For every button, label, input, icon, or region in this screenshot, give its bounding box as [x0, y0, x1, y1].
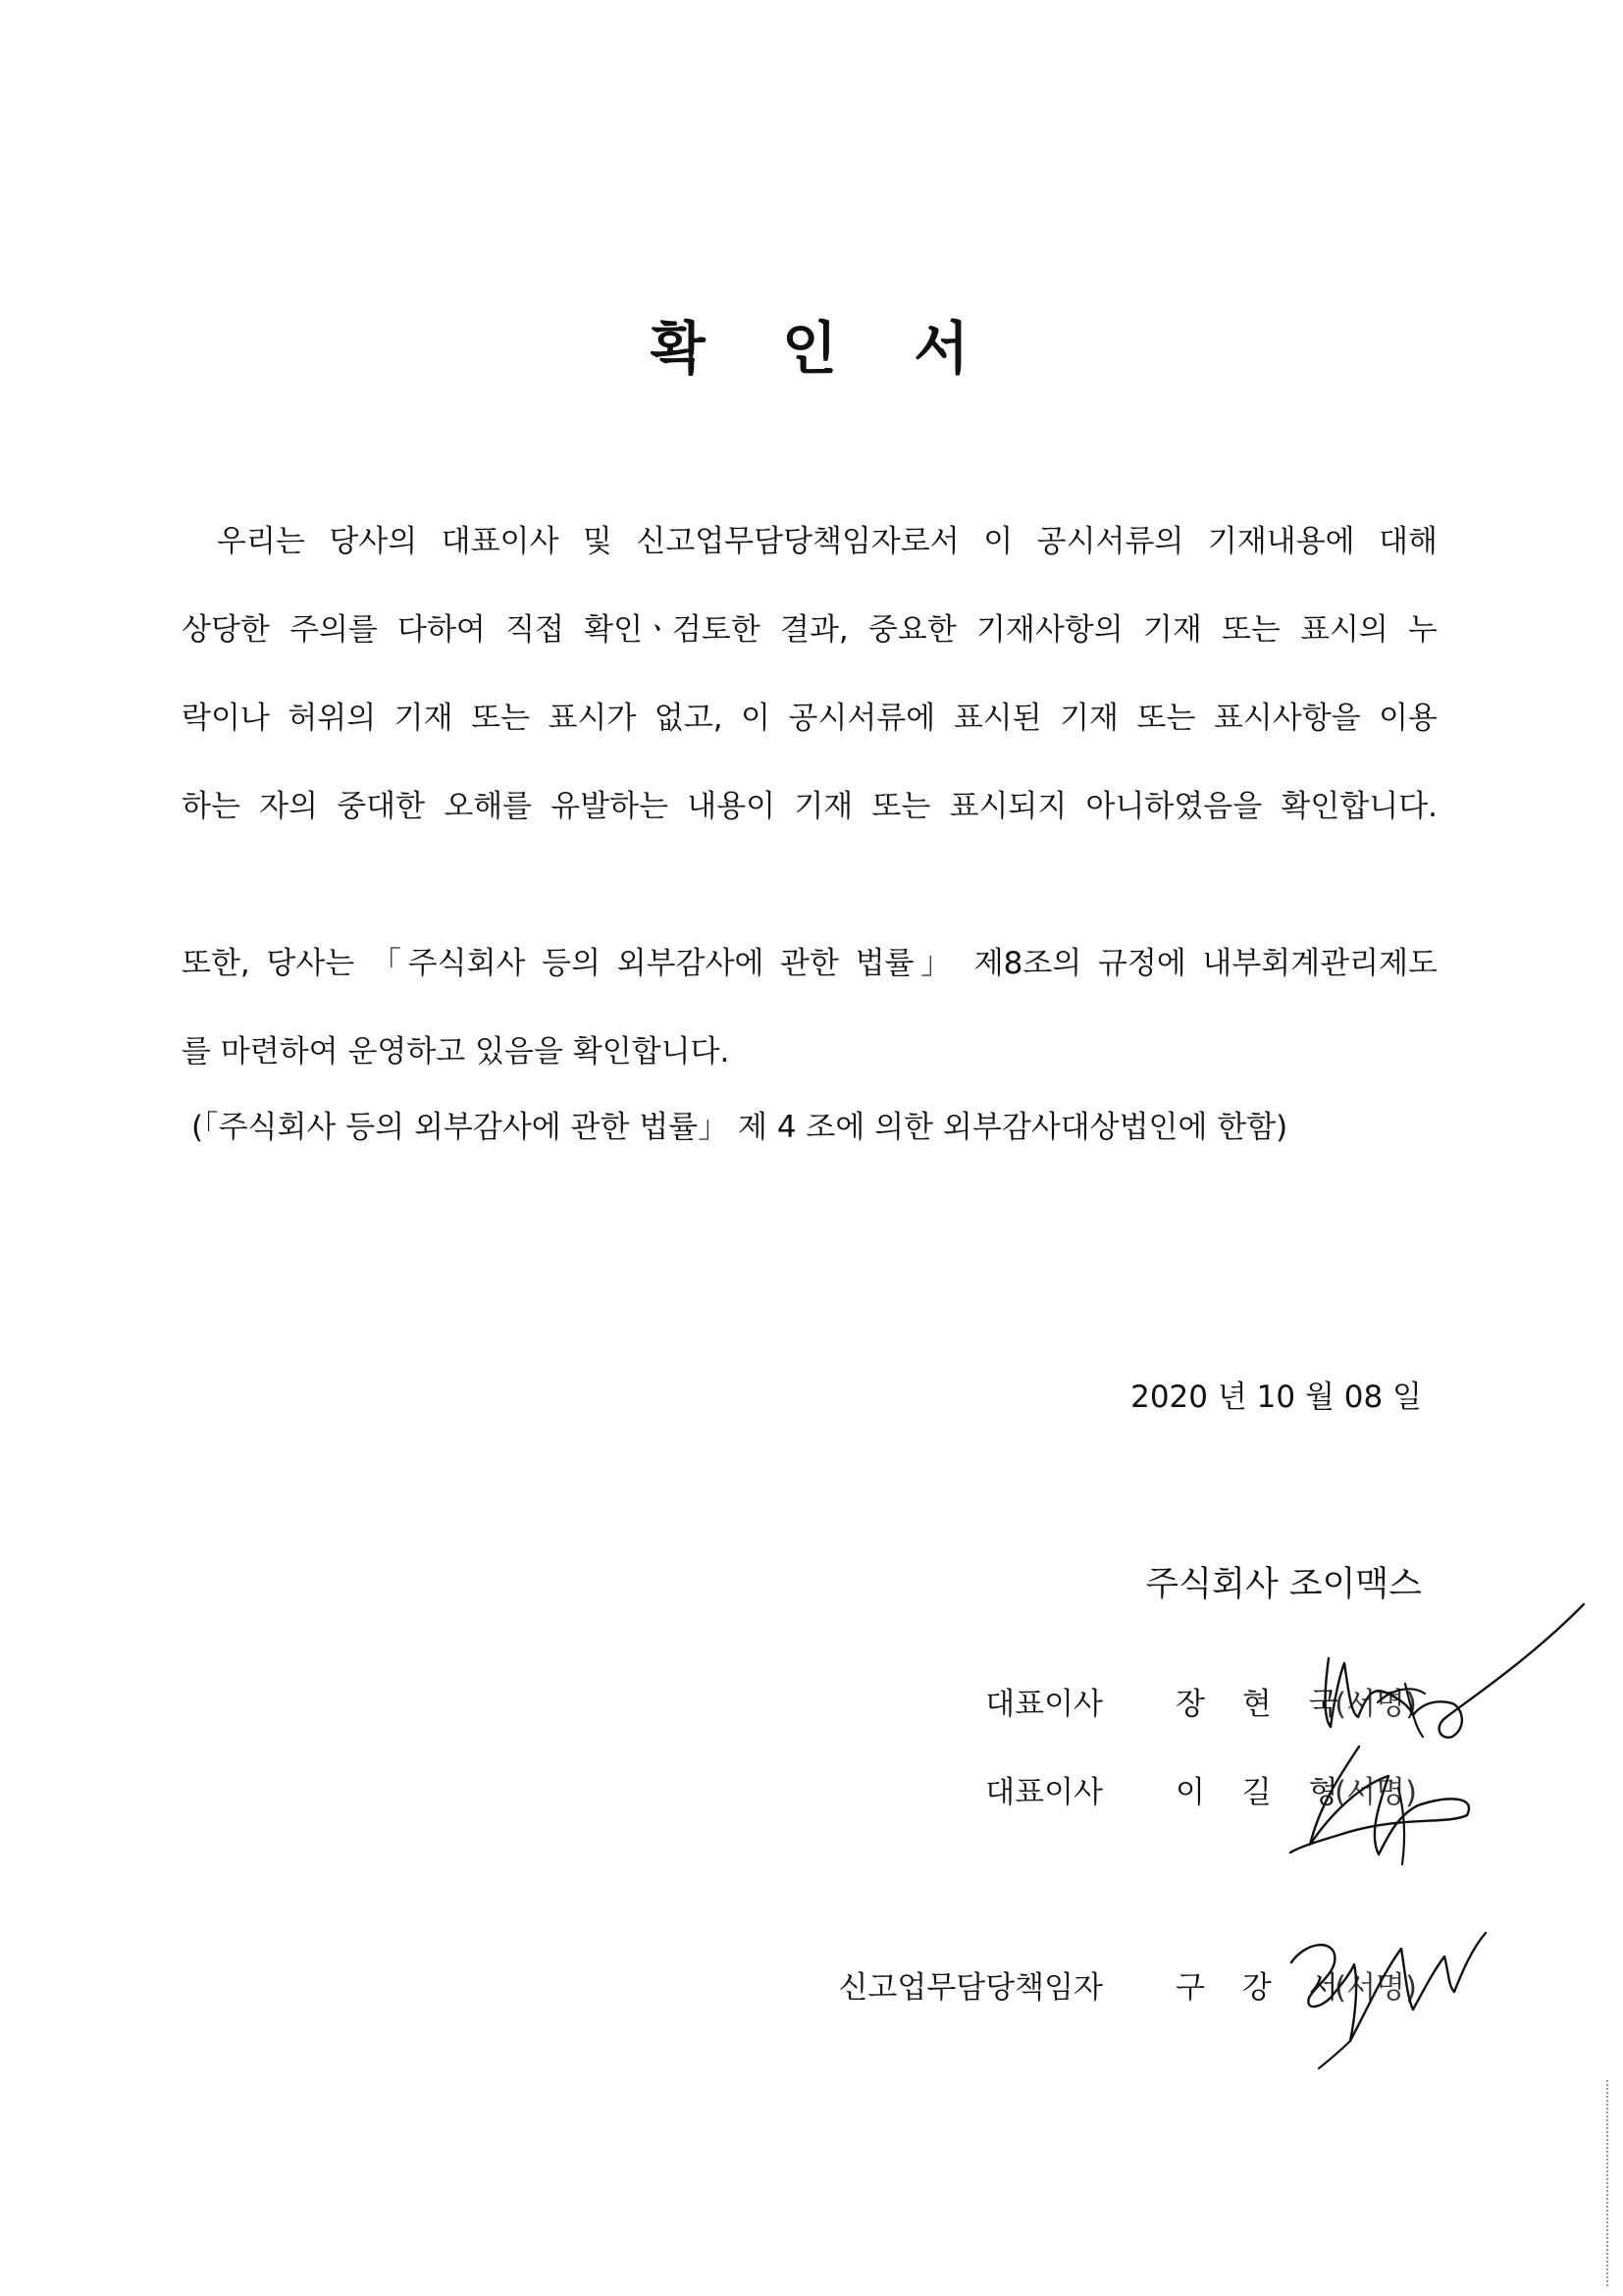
- scan-edge-mark: [1606, 2080, 1608, 2286]
- signature-mark: (서명): [1335, 1687, 1418, 1722]
- handwritten-signature-1: [1315, 1590, 1609, 1747]
- applicability-note: (「주식회사 등의 외부감사에 관한 법률」 제 4 조에 의한 외부감사대상법인에 한함): [191, 1110, 1288, 1145]
- document-date: 2020 년 10 월 08 일: [1130, 1380, 1422, 1415]
- signature-mark: (서명): [1335, 1970, 1418, 2006]
- document-title: 확 인 서: [650, 315, 973, 382]
- signature-mark: (서명): [1335, 1775, 1418, 1810]
- signatory-role: 신고업무담당책임자: [838, 1970, 1103, 2006]
- signatory-role: 대표이사: [985, 1775, 1103, 1810]
- signatory-name: 이 길 형: [1176, 1775, 1352, 1810]
- handwritten-signature-2: [1281, 1737, 1496, 1874]
- paragraph-line: 하는 자의 중대한 오해를 유발하는 내용이 기재 또는 표시되지 아니하였음을 확인합니다.: [182, 789, 1438, 824]
- company-name: 주식회사 조이맥스: [1145, 1565, 1422, 1604]
- signatory-role: 대표이사: [985, 1687, 1103, 1722]
- handwritten-signature-3: [1276, 1904, 1501, 2070]
- paragraph-line: 상당한 주의를 다하여 직접 확인ㆍ검토한 결과, 중요한 기재사항의 기재 또는 표시의 누: [182, 612, 1438, 648]
- paragraph-line: 우리는 당사의 대표이사 및 신고업무담당책임자로서 이 공시서류의 기재내용에 대해: [217, 524, 1438, 559]
- paragraph-line: 를 마련하여 운영하고 있음을 확인합니다.: [182, 1034, 730, 1070]
- signatory-name: 구 강 서: [1176, 1970, 1352, 2006]
- paragraph-line: 락이나 허위의 기재 또는 표시가 없고, 이 공시서류에 표시된 기재 또는 표시사항을 이용: [182, 701, 1438, 736]
- paragraph-line: 또한, 당사는 「주식회사 등의 외부감사에 관한 법률」 제8조의 규정에 내부회계관리제도: [182, 946, 1438, 981]
- signatory-name: 장 현 국: [1176, 1687, 1352, 1722]
